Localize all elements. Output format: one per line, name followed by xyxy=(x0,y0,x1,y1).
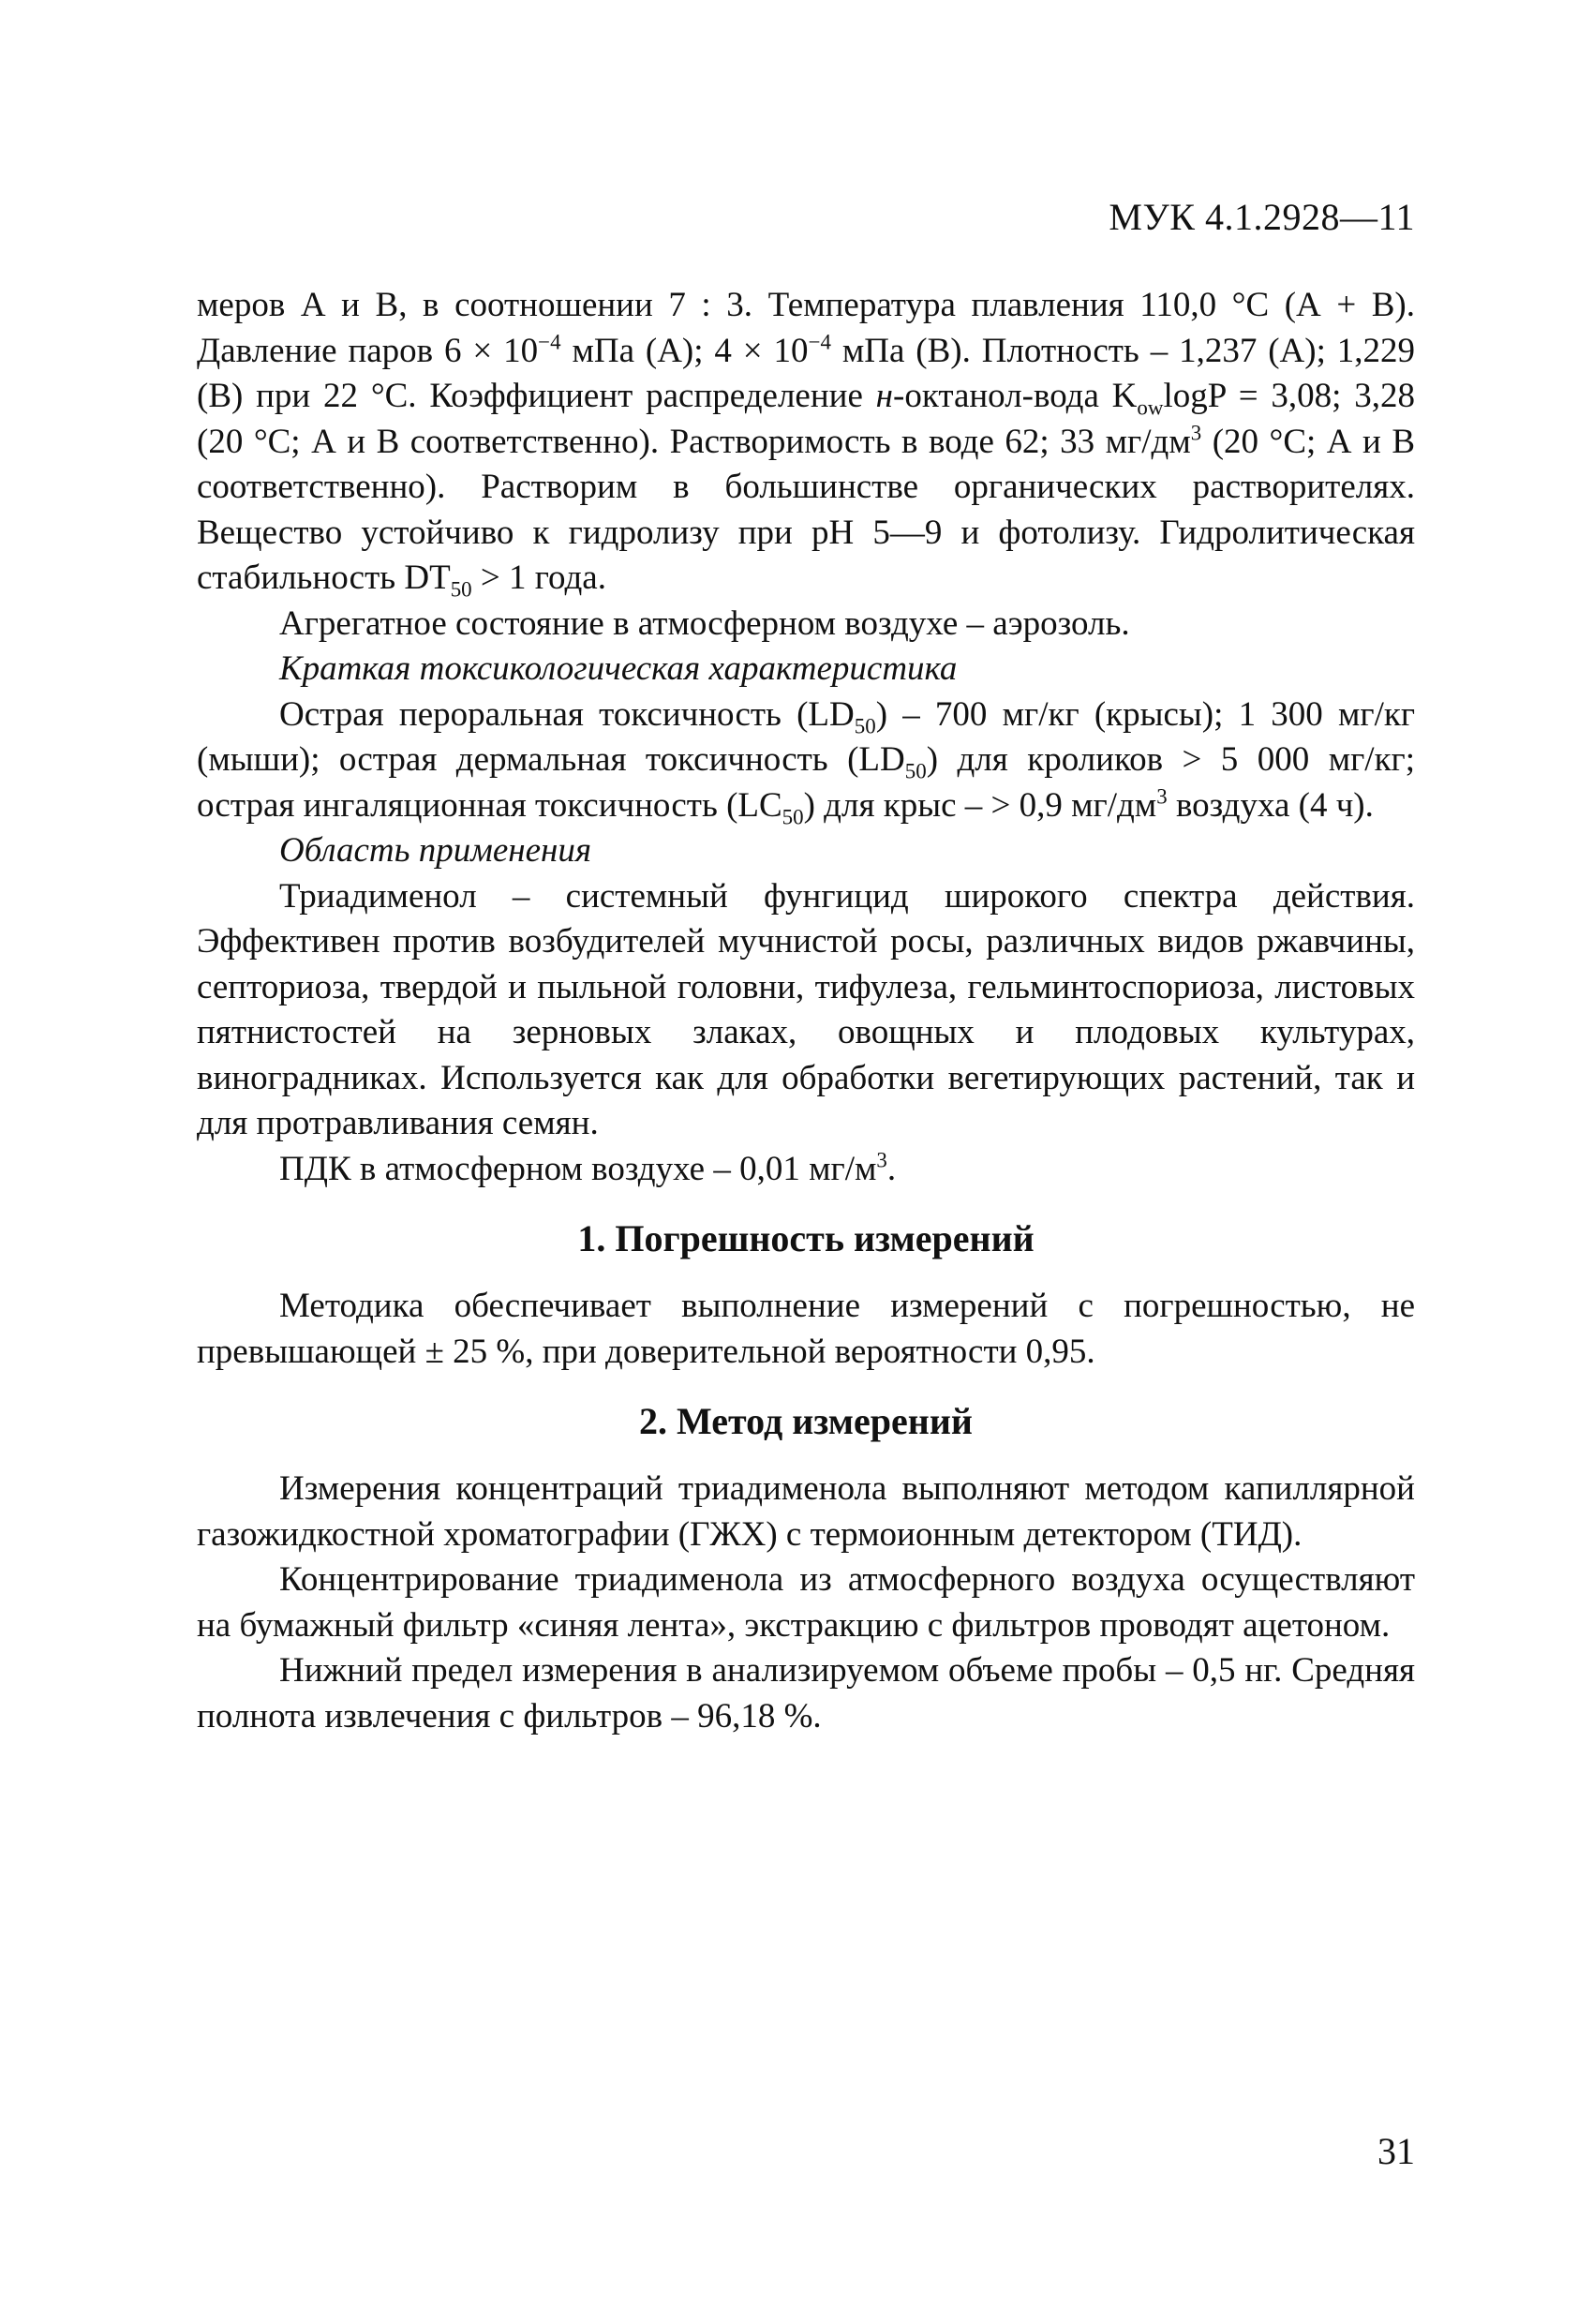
toxicology-heading: Краткая токсикологическая характеристика xyxy=(279,649,958,688)
page-number: 31 xyxy=(1377,2130,1415,2172)
document-code: МУК 4.1.2928—11 xyxy=(1109,196,1415,238)
properties-paragraph: меров А и В, в соотношении 7 : 3. Температура плавления 110,0 °С (А + В). Давление паров $6 \times 10^{-4}$ мПа (А); $4 \times 10^{-4}$ мПа (В). Плотность – 1,237 (А); 1,229 (В) при 22 °С. Коэффициент распределение н-октанол-вода $K_{ow}\log P = 3,08$; 3,28 (20 °С; А и В соответственно). Растворимость в воде 62; 33 $мг/дм^3$ (20 °С; А и В соответственно). Растворим в большинстве органических растворителях. Вещество устойчиво к гидролизу при pH 5—9 и фотолизу. Гидролитическая стабильность $DT_{50} > 1$ года. xyxy=(197,286,1415,602)
section-2-paragraph-3: Нижний предел измерения в анализируемом объеме пробы – 0,5 нг. Средняя полнота извлечения с фильтров – 96,18 %. xyxy=(197,1651,1415,1736)
section-1-text: Методика обеспечивает выполнение измерений с погрешностью, не превышающей ± 25 %, при доверительной вероятности 0,95. xyxy=(197,1287,1415,1371)
mac-paragraph: ПДК в атмосферном воздухе – 0,01 $мг/м^3$. xyxy=(279,1148,897,1188)
page-body xyxy=(197,283,1415,1739)
aggregate-state-paragraph: Агрегатное состояние в атмосферном воздухе – аэрозоль. xyxy=(279,603,1130,643)
section-2-title: 2. Метод измерений xyxy=(639,1400,973,1442)
application-paragraph: Триадименол – системный фунгицид широкого спектра действия. Эффективен против возбудителей мучнистой росы, различных видов ржавчины, септориоза, твердой и пыльной головни, тифулеза, гельминтоспориоза, листовых пятнистостей на зерновых злаках, овощных и плодовых культурах, виноградниках. Используется как для обработки вегетирующих растений, так и для протравливания семян. xyxy=(197,876,1415,1142)
section-2-paragraph-2: Концентрирование триадименола из атмосферного воздуха осуществляют на бумажный фильтр «синяя лента», экстракцию с фильтров проводят ацетоном. xyxy=(197,1560,1415,1645)
toxicity-paragraph: Острая пероральная токсичность $(LD_{50}) - 700$ мг/кг (крысы); 1 300 мг/кг (мыши); острая дермальная токсичность $(LD_{50})$ для кроликов > 5 000 мг/кг; острая ингаляционная токсичность $(LC_{50})$ для крыс – > 0,9 $мг/дм^3$ воздуха (4 ч). xyxy=(197,694,1416,828)
section-2-paragraph-1: Измерения концентраций триадименола выполняют методом капиллярной газожидкостной хроматографии (ГЖХ) с термоионным детектором (ТИД). xyxy=(197,1469,1415,1554)
section-1-title: 1. Погрешность измерений xyxy=(577,1217,1035,1259)
application-heading: Область применения xyxy=(279,831,592,870)
